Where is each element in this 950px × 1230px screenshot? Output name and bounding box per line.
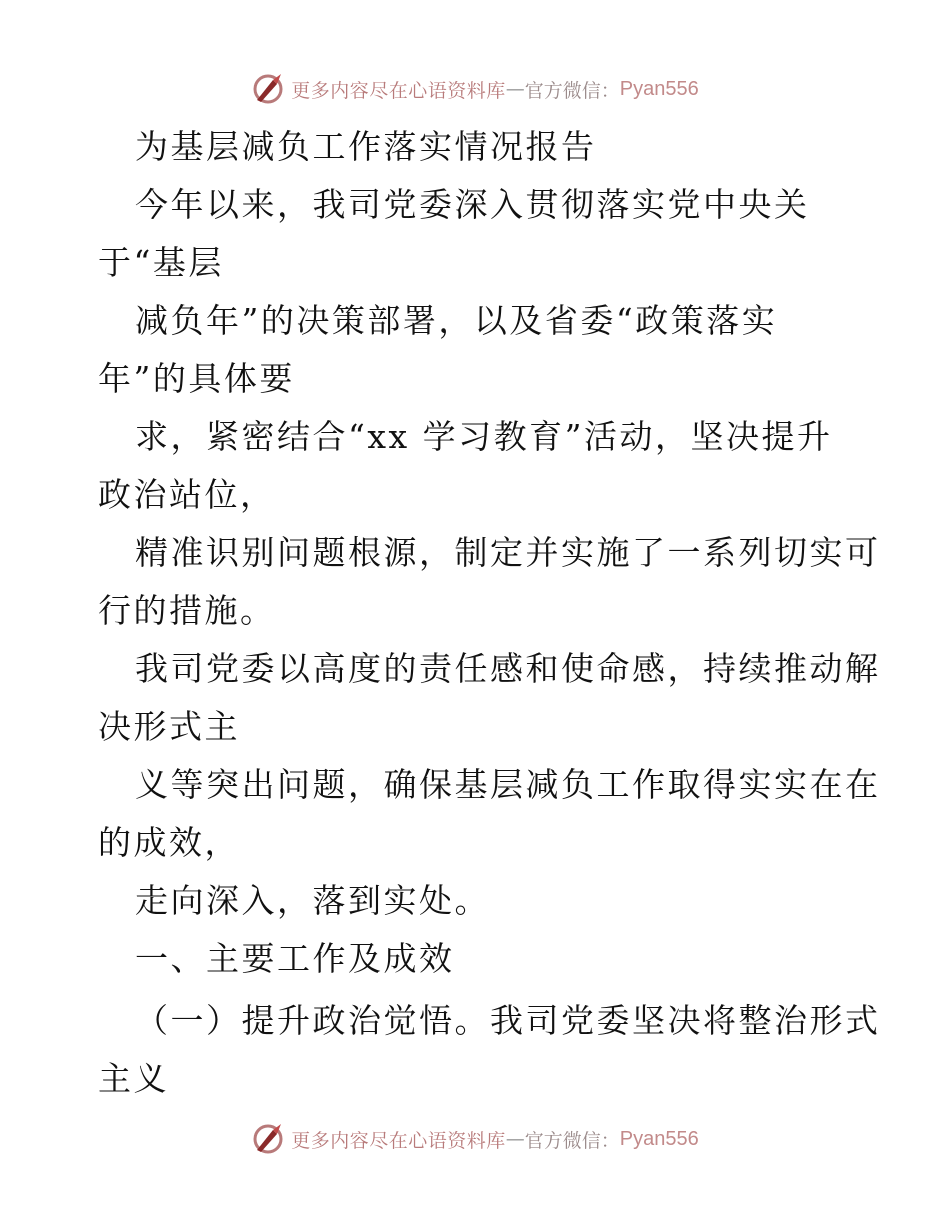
paragraph-line: 年”的具体要 (98, 359, 295, 398)
quill-pen-logo-icon (251, 72, 285, 106)
watermark-wechat-id: Pyan556 (619, 1127, 699, 1150)
watermark-banner-top (0, 69, 950, 109)
paragraph-line: 我司党委以高度的责任感和使命感，持续推动解 (135, 649, 881, 688)
quill-pen-logo-icon (251, 1122, 285, 1156)
paragraph-line: 政治站位， (98, 475, 276, 514)
watermark-dash: — (505, 1128, 525, 1150)
watermark-banner-bottom (0, 1119, 950, 1159)
paragraph-line: 走向深入，落到实处。 (135, 881, 490, 920)
watermark-site-text: 更多内容尽在心语资料库 (291, 1129, 506, 1152)
paragraph-line: 今年以来，我司党委深入贯彻落实党中央关 (135, 185, 810, 224)
paragraph-line: 行的措施。 (98, 591, 276, 630)
paragraph-line: 义等突出问题，确保基层减负工作取得实实在在 (135, 765, 881, 804)
watermark-wechat-label: 官方微信： (524, 1129, 620, 1152)
watermark-dash: — (505, 78, 525, 100)
paragraph-line: 求，紧密结合“xx 学习教育”活动，坚决提升 (135, 417, 833, 456)
paragraph-line: 主义 (98, 1059, 169, 1098)
document-title: 为基层减负工作落实情况报告 (135, 127, 597, 166)
watermark-wechat-label: 官方微信： (524, 79, 620, 102)
paragraph-line: 决形式主 (98, 707, 240, 746)
subsection-heading-line: （一）提升政治觉悟。我司党委坚决将整治形式 (135, 1001, 881, 1040)
paragraph-line: 减负年”的决策部署，以及省委“政策落实 (135, 301, 778, 340)
section-heading: 一、主要工作及成效 (135, 939, 455, 978)
watermark-wechat-id: Pyan556 (619, 77, 699, 100)
watermark-site-text: 更多内容尽在心语资料库 (291, 79, 506, 102)
paragraph-line: 精准识别问题根源，制定并实施了一系列切实可 (135, 533, 881, 572)
paragraph-line: 的成效， (98, 823, 240, 862)
paragraph-line: 于“基层 (98, 243, 224, 282)
